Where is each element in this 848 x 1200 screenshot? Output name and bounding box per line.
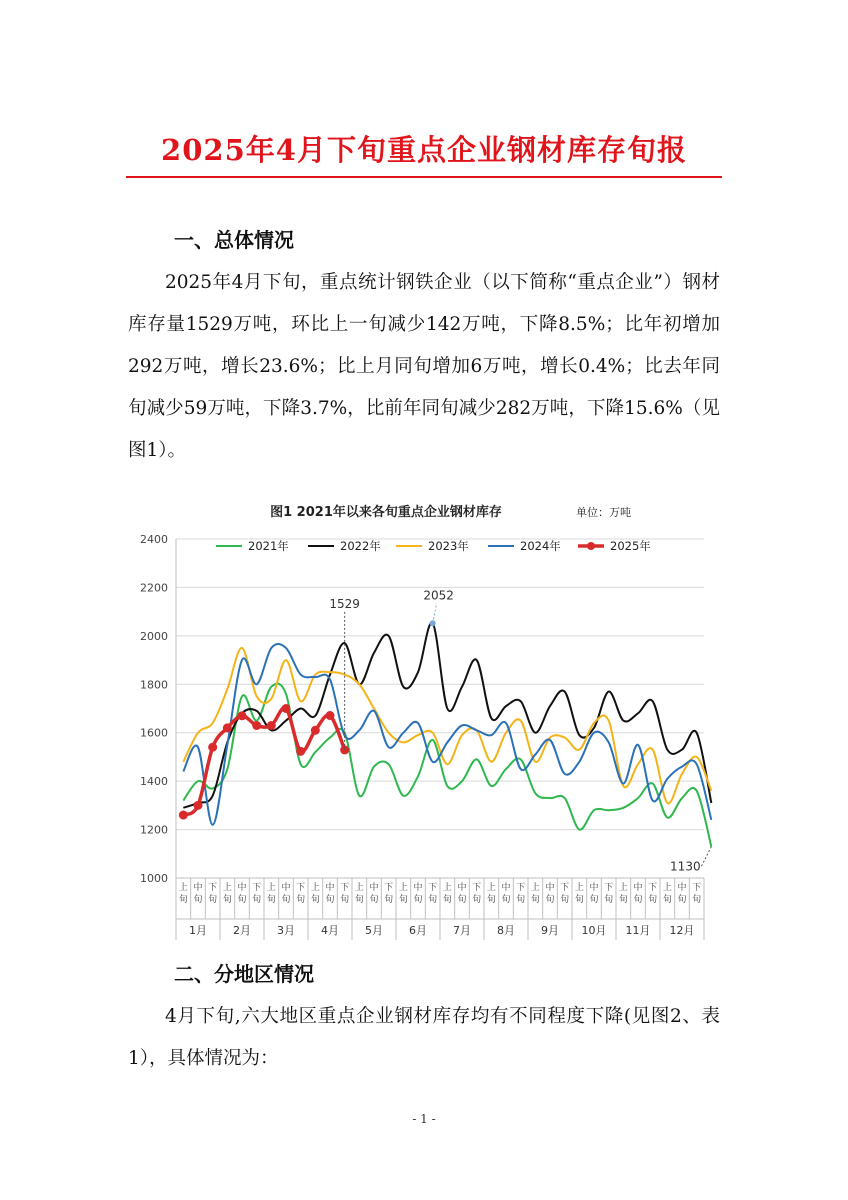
x-period-label: 下 bbox=[604, 883, 614, 893]
x-month-label: 3月 bbox=[277, 924, 295, 937]
x-period-label: 上 bbox=[486, 883, 496, 893]
x-period-label: 旬 bbox=[692, 895, 702, 905]
x-period-label: 上 bbox=[618, 883, 628, 893]
series-point-2025年 bbox=[326, 711, 335, 720]
x-period-label: 中 bbox=[237, 883, 247, 893]
chart-svg bbox=[126, 496, 726, 942]
x-period-label: 旬 bbox=[384, 895, 394, 905]
title-divider bbox=[126, 176, 722, 178]
x-period-label: 中 bbox=[457, 883, 467, 893]
annotation-point bbox=[430, 620, 436, 626]
x-period-label: 下 bbox=[692, 883, 702, 893]
x-period-label: 下 bbox=[296, 883, 306, 893]
x-period-label: 旬 bbox=[574, 895, 584, 905]
x-month-label: 2月 bbox=[233, 924, 251, 937]
section2-paragraph: 4月下旬,六大地区重点企业钢材库存均有不同程度下降(见图2、表1），具体情况为： bbox=[128, 1006, 720, 1069]
x-period-label: 中 bbox=[589, 883, 599, 893]
y-tick-label: 2400 bbox=[140, 533, 168, 546]
series-line-2024年 bbox=[183, 644, 711, 825]
series-point-2025年 bbox=[296, 747, 305, 756]
series-point-2025年 bbox=[194, 801, 203, 810]
x-month-label: 1月 bbox=[189, 924, 207, 937]
section2-heading: 二、分地区情况 bbox=[174, 962, 314, 986]
x-period-label: 旬 bbox=[325, 895, 335, 905]
series-point-2025年 bbox=[252, 721, 261, 730]
x-month-label: 11月 bbox=[625, 924, 651, 937]
figure-1 bbox=[126, 496, 726, 942]
x-period-label: 旬 bbox=[369, 895, 379, 905]
annotation-leader bbox=[701, 847, 711, 867]
x-month-label: 4月 bbox=[321, 924, 339, 937]
x-period-label: 旬 bbox=[252, 895, 262, 905]
x-period-label: 旬 bbox=[178, 895, 188, 905]
chart-unit: 单位：万吨 bbox=[576, 506, 631, 519]
x-month-label: 7月 bbox=[453, 924, 471, 937]
x-period-label: 上 bbox=[574, 883, 584, 893]
series-point-2025年 bbox=[282, 704, 291, 713]
x-month-label: 5月 bbox=[365, 924, 383, 937]
x-period-label: 上 bbox=[178, 883, 188, 893]
x-period-label: 下 bbox=[340, 883, 350, 893]
series-point-2025年 bbox=[238, 711, 247, 720]
page-number: - 1 - bbox=[412, 1112, 436, 1126]
series-point-2025年 bbox=[223, 723, 232, 732]
series-point-2025年 bbox=[208, 743, 217, 752]
x-period-label: 旬 bbox=[208, 895, 218, 905]
document-title: 2025年4月下旬重点企业钢材库存旬报 bbox=[161, 133, 687, 167]
x-period-label: 上 bbox=[222, 883, 232, 893]
y-tick-label: 1000 bbox=[140, 872, 168, 885]
x-period-label: 中 bbox=[369, 883, 379, 893]
x-period-label: 旬 bbox=[648, 895, 658, 905]
x-month-label: 10月 bbox=[581, 924, 607, 937]
x-period-label: 旬 bbox=[266, 895, 276, 905]
x-period-label: 中 bbox=[413, 883, 423, 893]
series-point-2025年 bbox=[179, 811, 188, 820]
x-period-label: 下 bbox=[516, 883, 526, 893]
x-period-label: 旬 bbox=[604, 895, 614, 905]
x-period-label: 旬 bbox=[296, 895, 306, 905]
x-period-label: 旬 bbox=[340, 895, 350, 905]
x-period-label: 旬 bbox=[501, 895, 511, 905]
x-period-label: 旬 bbox=[442, 895, 452, 905]
x-period-label: 旬 bbox=[310, 895, 320, 905]
annotation-leader bbox=[433, 603, 437, 623]
series-point-2025年 bbox=[340, 745, 349, 754]
series-point-2025年 bbox=[311, 726, 320, 735]
chart-series bbox=[179, 623, 712, 847]
x-period-label: 旬 bbox=[516, 895, 526, 905]
x-period-label: 上 bbox=[662, 883, 672, 893]
x-period-label: 下 bbox=[208, 883, 218, 893]
x-period-label: 下 bbox=[472, 883, 482, 893]
y-tick-label: 2000 bbox=[140, 629, 168, 643]
x-period-label: 旬 bbox=[398, 895, 408, 905]
x-period-label: 中 bbox=[325, 883, 335, 893]
x-period-label: 下 bbox=[428, 883, 438, 893]
chart-axes bbox=[140, 533, 704, 940]
y-tick-label: 1200 bbox=[140, 823, 168, 837]
legend-label: 2022年 bbox=[340, 539, 381, 553]
x-month-label: 9月 bbox=[541, 924, 559, 937]
x-period-label: 中 bbox=[633, 883, 643, 893]
y-tick-label: 1800 bbox=[140, 678, 168, 692]
x-period-label: 旬 bbox=[193, 895, 203, 905]
x-period-label: 下 bbox=[252, 883, 262, 893]
y-tick-label: 1600 bbox=[140, 726, 168, 740]
chart-legend bbox=[216, 539, 651, 553]
x-period-label: 旬 bbox=[457, 895, 467, 905]
x-period-label: 上 bbox=[310, 883, 320, 893]
x-period-label: 旬 bbox=[354, 895, 364, 905]
x-period-label: 中 bbox=[677, 883, 687, 893]
x-period-label: 旬 bbox=[530, 895, 540, 905]
x-period-label: 中 bbox=[281, 883, 291, 893]
x-period-label: 旬 bbox=[662, 895, 672, 905]
x-period-label: 旬 bbox=[237, 895, 247, 905]
legend-label: 2025年 bbox=[610, 539, 651, 553]
series-line-2022年 bbox=[183, 623, 711, 808]
x-period-label: 中 bbox=[501, 883, 511, 893]
x-month-label: 6月 bbox=[409, 924, 427, 937]
x-period-label: 旬 bbox=[677, 895, 687, 905]
x-period-label: 上 bbox=[442, 883, 452, 893]
annotation-label: 1130 bbox=[670, 859, 701, 874]
x-period-label: 旬 bbox=[222, 895, 232, 905]
x-period-label: 旬 bbox=[472, 895, 482, 905]
chart-title: 图1 2021年以来各旬重点企业钢材库存 bbox=[270, 505, 502, 520]
x-period-label: 旬 bbox=[281, 895, 291, 905]
x-month-label: 8月 bbox=[497, 924, 515, 937]
x-period-label: 旬 bbox=[633, 895, 643, 905]
x-period-label: 旬 bbox=[486, 895, 496, 905]
x-month-label: 12月 bbox=[669, 924, 695, 937]
x-period-label: 旬 bbox=[589, 895, 599, 905]
annotation-label: 1529 bbox=[329, 596, 360, 611]
x-period-label: 中 bbox=[193, 883, 203, 893]
x-period-label: 上 bbox=[398, 883, 408, 893]
legend-label: 2023年 bbox=[428, 539, 469, 553]
x-period-label: 上 bbox=[530, 883, 540, 893]
section1-paragraph: 2025年4月下旬，重点统计钢铁企业（以下简称“重点企业”）钢材库存量1529万吨，环比上一旬减少142万吨，下降8.5%；比年初增加292万吨，增长23.6%；比上月同旬增加6万吨，增长0.4%；比去年同旬减少59万吨，下降3.7%，比前年同旬减少282万吨，下降15.6%（见图1）。 bbox=[128, 272, 720, 461]
legend-marker bbox=[587, 542, 595, 550]
x-period-label: 旬 bbox=[413, 895, 423, 905]
x-period-label: 上 bbox=[354, 883, 364, 893]
x-period-label: 旬 bbox=[560, 895, 570, 905]
series-point-2025年 bbox=[267, 721, 276, 730]
x-period-label: 旬 bbox=[428, 895, 438, 905]
x-period-label: 旬 bbox=[618, 895, 628, 905]
x-period-label: 下 bbox=[384, 883, 394, 893]
x-period-label: 旬 bbox=[545, 895, 555, 905]
legend-label: 2024年 bbox=[520, 539, 561, 553]
annotation-label: 2052 bbox=[423, 588, 454, 603]
x-period-label: 下 bbox=[648, 883, 658, 893]
section1-heading: 一、总体情况 bbox=[174, 228, 294, 252]
x-period-label: 上 bbox=[266, 883, 276, 893]
x-period-label: 下 bbox=[560, 883, 570, 893]
y-tick-label: 1400 bbox=[140, 775, 168, 789]
y-tick-label: 2200 bbox=[140, 581, 168, 595]
legend-label: 2021年 bbox=[248, 539, 289, 553]
x-period-label: 中 bbox=[545, 883, 555, 893]
